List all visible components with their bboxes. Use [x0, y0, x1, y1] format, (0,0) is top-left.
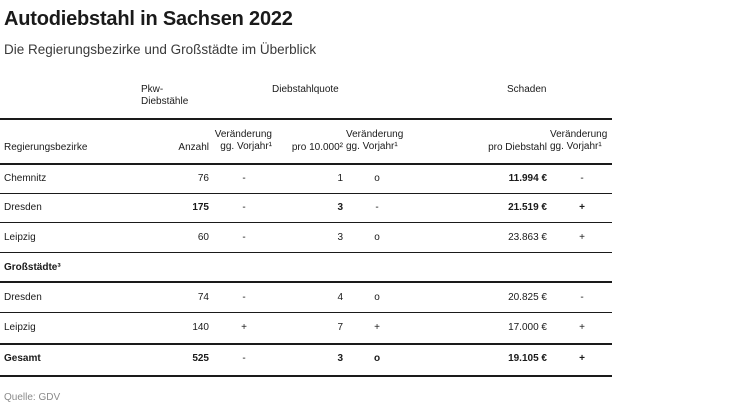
header-divider-bottom — [0, 163, 612, 165]
row-label: Chemnitz — [4, 173, 47, 184]
section-divider — [0, 281, 612, 283]
row-divider — [0, 222, 612, 223]
row-divider — [0, 193, 612, 194]
row-divider — [0, 312, 612, 313]
cell-anzahl: 525 — [192, 353, 209, 364]
cell-veraenderung-3: + — [579, 232, 585, 243]
row-label: Dresden — [4, 202, 42, 213]
column-header-pro-diebstahl: pro Diebstahl — [488, 142, 547, 153]
row-label: Gesamt — [4, 353, 41, 364]
cell-anzahl: 76 — [197, 173, 209, 184]
cell-anzahl: 140 — [192, 322, 209, 333]
cell-anzahl: 60 — [197, 232, 209, 243]
total-divider — [0, 343, 612, 345]
cell-veraenderung-1: - — [242, 232, 246, 243]
cell-veraenderung-1: - — [242, 353, 246, 364]
cell-veraenderung-3: + — [579, 322, 585, 333]
cell-veraenderung-3: + — [579, 202, 585, 213]
cell-veraenderung-1: - — [242, 202, 246, 213]
cell-veraenderung-2: + — [374, 322, 380, 333]
page-title: Autodiebstahl in Sachsen 2022 — [4, 8, 293, 30]
cell-veraenderung-1: + — [241, 322, 247, 333]
cell-schaden: 17.000 € — [508, 322, 547, 333]
cell-veraenderung-2: o — [374, 232, 380, 243]
row-label: Leipzig — [4, 232, 36, 243]
cell-schaden: 21.519 € — [508, 202, 547, 213]
cell-schaden: 20.825 € — [508, 292, 547, 303]
column-header-anzahl: Anzahl — [178, 142, 209, 153]
cell-schaden: 19.105 € — [508, 353, 547, 364]
page-subtitle: Die Regierungsbezirke und Großstädte im Überblick — [4, 42, 317, 57]
cell-veraenderung-2: o — [374, 292, 380, 303]
column-header-pro10000: pro 10.000² — [291, 142, 343, 153]
cell-veraenderung-3: - — [580, 173, 584, 184]
table-bottom-border — [0, 375, 612, 377]
source-note: Quelle: GDV — [4, 392, 61, 403]
cell-veraenderung-2: o — [374, 173, 380, 184]
cell-quote: 3 — [337, 232, 343, 243]
cell-veraenderung-2: - — [375, 202, 379, 213]
column-header-region: Regierungsbezirke — [4, 142, 88, 153]
row-label: Dresden — [4, 292, 42, 303]
cell-schaden: 11.994 € — [508, 173, 547, 184]
cell-quote: 7 — [337, 322, 343, 333]
group-header-pkw: Pkw- Diebstähle — [141, 84, 189, 107]
section-label: Großstädte³ — [4, 262, 61, 273]
cell-veraenderung-3: + — [579, 353, 585, 364]
cell-quote: 4 — [337, 292, 343, 303]
column-header-veraenderung-2: Veränderung gg. Vorjahr¹ — [346, 129, 404, 152]
cell-quote: 3 — [337, 353, 343, 364]
cell-quote: 1 — [337, 173, 343, 184]
cell-anzahl: 74 — [197, 292, 209, 303]
row-divider — [0, 252, 612, 253]
cell-veraenderung-1: - — [242, 173, 246, 184]
cell-veraenderung-3: - — [580, 292, 584, 303]
cell-veraenderung-1: - — [242, 292, 246, 303]
row-label: Leipzig — [4, 322, 36, 333]
cell-veraenderung-2: o — [373, 353, 381, 364]
group-header-schaden: Schaden — [507, 84, 547, 95]
column-header-veraenderung-3: Veränderung gg. Vorjahr¹ — [550, 129, 608, 152]
cell-schaden: 23.863 € — [508, 232, 547, 243]
column-header-veraenderung-1: Veränderung gg. Vorjahr¹ — [214, 129, 272, 152]
header-divider-top — [0, 118, 612, 120]
group-header-quote: Diebstahlquote — [272, 84, 339, 95]
cell-quote: 3 — [337, 202, 343, 213]
cell-anzahl: 175 — [192, 202, 209, 213]
